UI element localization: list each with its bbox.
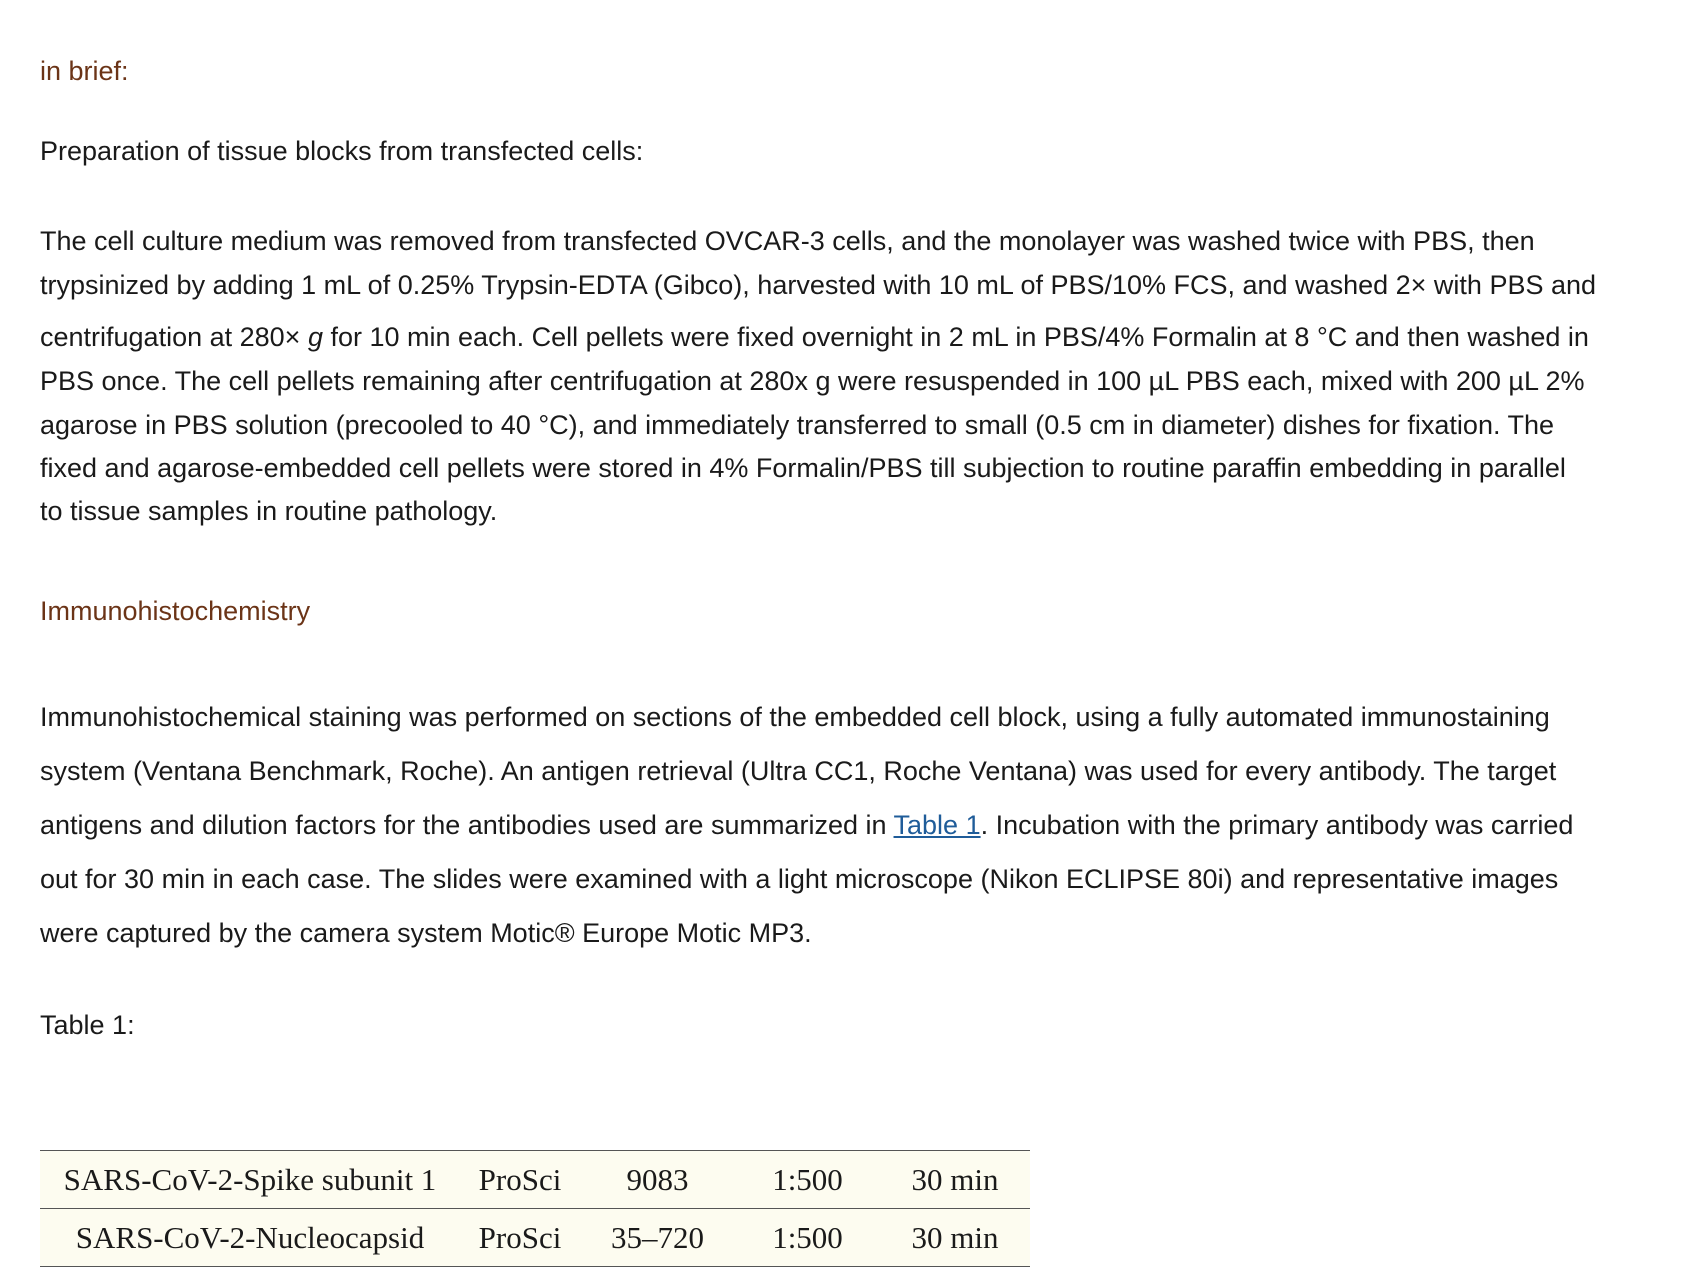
ihc-line-3-start: antigens and dilution factors for the antibodies used are summarized in bbox=[40, 810, 894, 840]
ihc-line-4: out for 30 min in each case. The slides were examined with a light microscope (Nikon ECLIPSE 80i) and representative images bbox=[40, 864, 1559, 894]
prep-line-5: agarose in PBS solution (precooled to 40 °C), and immediately transferred to small (0.5 cm in diameter) dishes for fixation. The bbox=[40, 410, 1555, 440]
in-brief-label: in brief: bbox=[40, 56, 129, 86]
gravity-unit-g: g bbox=[307, 322, 323, 352]
prep-line-3-start: centrifugation at 280× bbox=[40, 322, 308, 352]
table-cell-catalog: 35–720 bbox=[580, 1209, 735, 1267]
ihc-line-3-end: . Incubation with the primary antibody was carried bbox=[980, 810, 1574, 840]
table-cell-dilution: 1:500 bbox=[735, 1151, 880, 1209]
table-cell-incubation: 30 min bbox=[880, 1209, 1030, 1267]
prep-line-6: fixed and agarose-embedded cell pellets were stored in 4% Formalin/PBS till subjection to routine paraffin embedding in parallel bbox=[40, 453, 1566, 483]
table-cell-incubation: 30 min bbox=[880, 1151, 1030, 1209]
table-cell-antigen: SARS-CoV-2-Nucleocapsid bbox=[40, 1209, 460, 1267]
ihc-line-5: were captured by the camera system Motic® Europe Motic MP3. bbox=[40, 918, 812, 948]
table-cell-supplier: ProSci bbox=[460, 1209, 580, 1267]
antibody-table bbox=[40, 1150, 1030, 1267]
table-1-link[interactable]: Table 1 bbox=[893, 810, 981, 840]
prep-line-7: to tissue samples in routine pathology. bbox=[40, 496, 498, 526]
table-cell-antigen: SARS-CoV-2-Spike subunit 1 bbox=[40, 1151, 460, 1209]
ihc-line-1: Immunohistochemical staining was performed on sections of the embedded cell block, using a fully automated immunostaining bbox=[40, 702, 1550, 732]
table-row bbox=[40, 1151, 1030, 1209]
ihc-line-3 bbox=[40, 810, 1573, 841]
table-label: Table 1: bbox=[40, 1010, 135, 1040]
prep-line-4: PBS once. The cell pellets remaining after centrifugation at 280x g were resuspended in 100 µL PBS each, mixed with 200 µL 2% bbox=[40, 366, 1585, 396]
prep-line-1: The cell culture medium was removed from transfected OVCAR-3 cells, and the monolayer was washed twice with PBS, then bbox=[40, 226, 1535, 256]
prep-line-3-end: for 10 min each. Cell pellets were fixed overnight in 2 mL in PBS/4% Formalin at 8 °C and then washed in bbox=[322, 322, 1589, 352]
prep-line-3 bbox=[40, 322, 1589, 353]
table-cell-catalog: 9083 bbox=[580, 1151, 735, 1209]
table-row bbox=[40, 1209, 1030, 1267]
prep-heading: Preparation of tissue blocks from transfected cells: bbox=[40, 136, 644, 166]
table-cell-supplier: ProSci bbox=[460, 1151, 580, 1209]
ihc-line-2: system (Ventana Benchmark, Roche). An antigen retrieval (Ultra CC1, Roche Ventana) was used for every antibody. The target bbox=[40, 756, 1557, 786]
ihc-heading: Immunohistochemistry bbox=[40, 596, 311, 626]
table-cell-dilution: 1:500 bbox=[735, 1209, 880, 1267]
prep-line-2: trypsinized by adding 1 mL of 0.25% Trypsin-EDTA (Gibco), harvested with 10 mL of PBS/10% FCS, and washed 2× with PBS and bbox=[40, 270, 1597, 300]
